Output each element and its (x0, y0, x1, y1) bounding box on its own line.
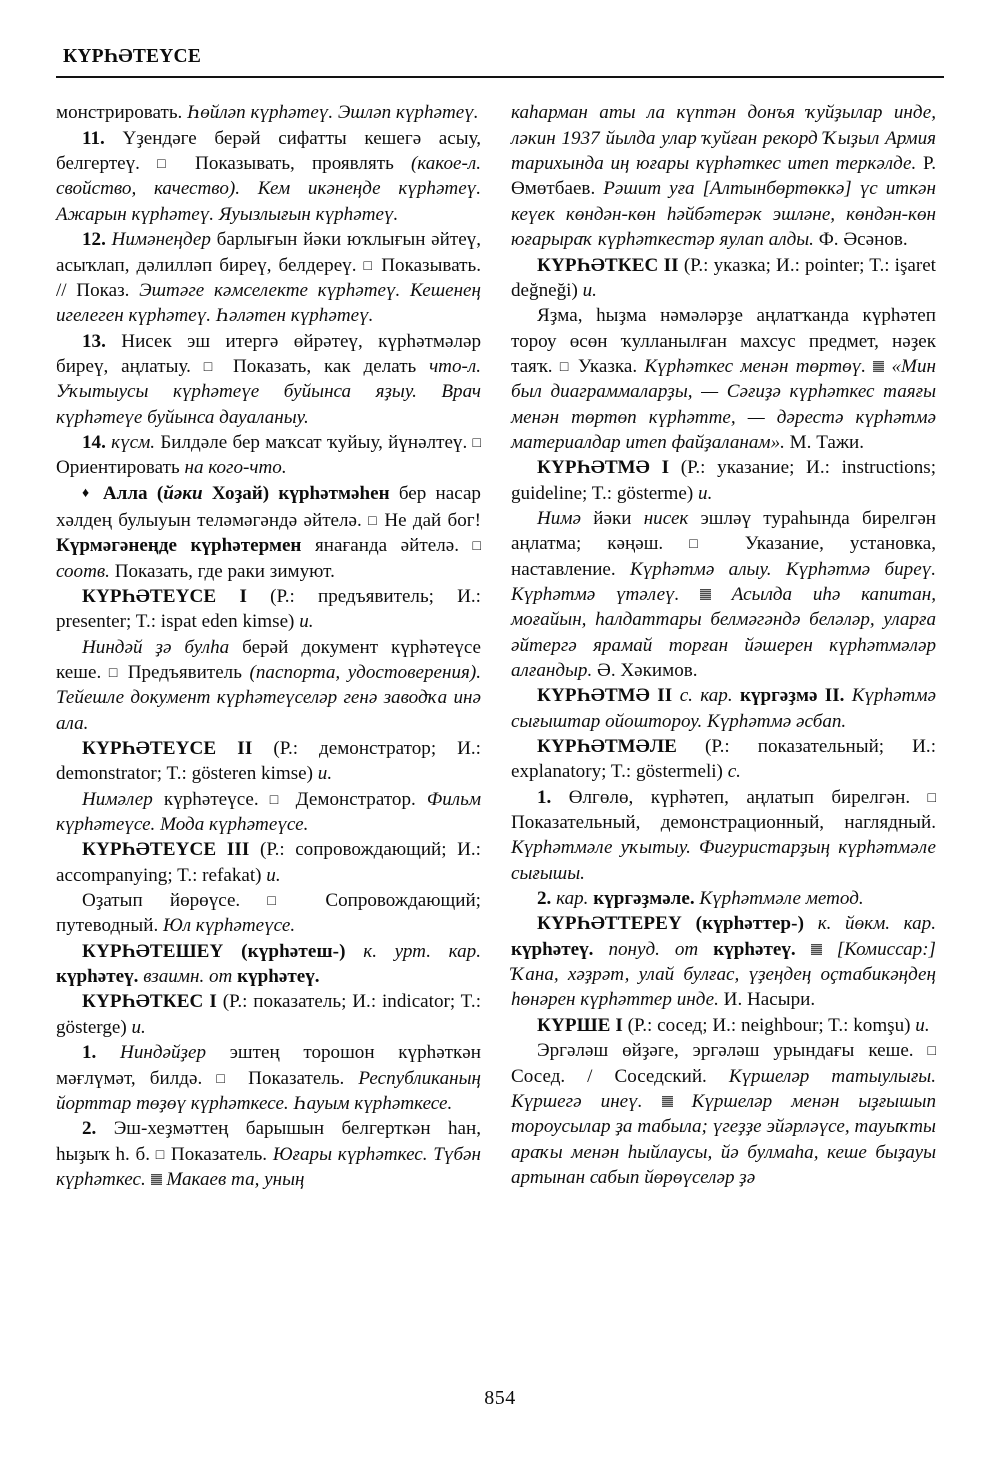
body-text: Ф. Әсәнов. (813, 229, 908, 251)
headword: КҮРҺӘТЕҮСЕ III (82, 839, 250, 861)
sense-11 (56, 126, 481, 227)
headword: КҮРҺӘТЕШЕҮ (күрһәтеш-) (82, 940, 346, 962)
two-column-body (56, 100, 944, 1192)
kurhatmale-sense-2 (511, 886, 936, 911)
italic-text: Макаев та, уның (166, 1168, 305, 1190)
cont-quote-kurhatkes (511, 100, 936, 252)
bold-text: Күрмәгәнеңде күрһәтермен (56, 535, 302, 557)
entry-kurhatkes-2-body (511, 303, 936, 455)
kurhatkes-1-sense-1 (56, 1040, 481, 1116)
bold-text: Хоҙай) күрһәтмәһен (202, 482, 390, 504)
headword: КҮРҺӘТКЕС II (537, 254, 679, 276)
italic-text: кар. (556, 888, 589, 910)
entry-kurshe-1 (511, 1013, 936, 1038)
hollow-square-icon: □ (363, 258, 375, 274)
hollow-square-icon: □ (269, 792, 285, 808)
body-text: Не дай бог! (378, 509, 481, 531)
body-text: бер насар хәлдең булыуын теләмәгәндә әйтелә. (56, 482, 481, 531)
bold-text: күргәҙмәле. (588, 888, 700, 910)
body-text: эшләү тураһында бирелгән аңлатма; кәңәш. (511, 507, 937, 555)
body-text (94, 483, 103, 504)
italic-text: и. (317, 763, 333, 785)
hollow-square-icon: □ (472, 539, 481, 555)
body-text (346, 941, 364, 962)
italic-text: и. (698, 482, 713, 504)
hollow-square-icon: □ (559, 359, 571, 375)
body-text (711, 584, 732, 605)
body-text: (Р.: показатель; И.: indicator; T.: gösterge) (56, 991, 481, 1038)
sense-13 (56, 329, 481, 430)
body-text: (Р.: сосед; И.: neighbour; T.: komşu) (622, 1014, 916, 1036)
bold-text: 2. (537, 888, 552, 910)
italic-text: к. йөкм. кар. (817, 913, 937, 935)
bold-text: 1. (537, 786, 552, 808)
italic-text: понуд. от (608, 938, 699, 960)
body-text (884, 356, 891, 377)
hollow-square-icon: □ (368, 513, 379, 529)
italic-text: к. урт. кар. (363, 940, 481, 962)
body-text: Показывать, проявлять (177, 153, 411, 175)
body-text: И. Насыри. (718, 989, 816, 1011)
lozenge-icon: ♦ (82, 485, 94, 501)
bold-text: 11. (82, 127, 105, 149)
bold-text: күрһәтеү. (698, 938, 811, 960)
body-text: Указание, установка, наставление. (511, 533, 936, 580)
bold-text: 14. (82, 431, 106, 453)
running-head: КҮРҺӘТЕҮСЕ (63, 46, 202, 67)
body-text: Ориентировать (56, 457, 185, 479)
italic-text: (паспорта, удостоверения). Тейешле документ күрһәтеүселәр генә заводҡа инә ала. (56, 662, 482, 734)
body-text: монстрировать. (56, 102, 188, 124)
body-text: эштең торошон күрһәткән мәғлүмәт, билдә. (56, 1042, 481, 1089)
body-text: Показать, как делать (220, 355, 430, 377)
hollow-square-icon: □ (203, 359, 221, 375)
header-rule (56, 76, 944, 78)
italic-text: Асылда иһә капитан, моғайын, һалдаттары белмәгәндә беләләр, уларға әйтергә ярамай торған йәшерен күрһәтмәләр алғандыр. (511, 583, 937, 681)
hollow-square-icon: □ (927, 790, 936, 806)
hollow-square-icon: □ (155, 1147, 166, 1163)
italic-text: күсм. (111, 431, 156, 453)
headword: КҮРҺӘТМӘ I (537, 457, 670, 479)
body-text: Ә. Хәкимов. (592, 660, 698, 681)
body-text: (Р.: предъявитель; И.: presenter; T.: ispat eden kimse) (56, 585, 481, 633)
italic-text: Республиканың йорттар төҙөү күрһәткесе. Һауым күрһәткесе. (56, 1067, 481, 1114)
italic-text: Ниндәйҙер (120, 1042, 207, 1064)
body-text: барлығын йәки юҡлығын әйтеү, асыҡлап, дәлилләп биреү, белдереү. (56, 229, 481, 276)
body-text: Эш-хеҙмәттең барышын белгерткән һан, һыҙыҡ һ. б. (56, 1118, 481, 1165)
body-text: (Р.: показательный; И.: explanatory; T.: göstermeli) (511, 736, 936, 783)
filled-square-icon (662, 1096, 673, 1107)
italic-text: Күрһәтмә алыу. Күрһәтмә биреү. Күрһәтмә үтәлеү. (511, 558, 936, 605)
headword: КҮРШЕ I (537, 1014, 623, 1036)
entry-kurhateuse-2-body (56, 787, 481, 838)
entry-kurhatkes-2 (511, 253, 936, 304)
italic-text: Нимәнеңдер (111, 229, 211, 251)
hollow-square-icon: □ (108, 666, 121, 681)
headword: КҮРҺӘТТЕРЕҮ (күрһәттер-) (537, 913, 805, 935)
body-text: Показывать. // Показ. (56, 254, 481, 301)
body-text: (Р.: демонстратор; И.: demonstrator; T.: gösteren kimse) (56, 738, 481, 785)
headword: КҮРҺӘТЕҮСЕ II (82, 738, 253, 760)
italic-text: Күршеләр менән ыҙғышып тороусылар ҙа табыла; үгеҙҙе эйәрләүсе, тауыҡты араҡы менән һыйлаусы, йә булмаһа, кеше быҙауы артынан сабып йөрөүселәр ҙә (511, 1090, 937, 1188)
body-text: Демонстратор. (284, 788, 427, 810)
bold-text: 2. (82, 1118, 97, 1140)
filled-square-icon (811, 944, 822, 955)
bold-text: күрһәтеү. (511, 938, 609, 960)
italic-text: каһарман аты ла күптән донъя ҡуйҙылар инде, ләкин 1937 йылда улар ҡуйған рекорд Ҡыҙыл Армия тарихында иң юғары күрһәткес итеп теркәлде. (511, 102, 936, 175)
bold-text: Алла ( (102, 482, 164, 504)
body-text (672, 685, 679, 706)
hollow-square-icon: □ (216, 1071, 235, 1087)
entry-kurhatesheu (56, 939, 481, 990)
left-column (56, 100, 481, 1192)
italic-text: Ниндәй ҙә булһа (82, 636, 230, 658)
body-text: Яҙма, һыҙма нәмәләрҙе аңлатҡанда күрһәтеп тороу өсөн ҡулланылған махсус предмет, нәҙек таяҡ. (511, 305, 936, 377)
body-text: (Р.: указание; И.: instructions; guideline; T.: gösterme) (511, 457, 937, 504)
cont-kurhateu-sense-10 (56, 100, 481, 125)
entry-kurhateuse-3 (56, 837, 481, 888)
body-text: Указка. (570, 355, 645, 377)
headword: КҮРҺӘТЕҮСЕ I (82, 585, 247, 607)
headword: КҮРҺӘТКЕС I (82, 991, 217, 1013)
body-text: Показатель. (165, 1143, 273, 1165)
body-text (96, 1042, 120, 1063)
entry-kurhatmale (511, 734, 936, 785)
italic-text: Нимәлер (82, 788, 153, 810)
body-text: Сосед. / Соседский. (511, 1065, 729, 1087)
italic-text: нисек (643, 507, 689, 529)
italic-text: (какое-л. свойство, качество). Кем икәнеңде күрһәтеү. Ажарын күрһәтеү. Яуызлығын күрһәтеү. (56, 153, 481, 225)
italic-text: Нимә (537, 507, 581, 529)
italic-text: Һөйләп күрһәтеү. Эшләп күрһәтеү. (187, 102, 479, 124)
sense-14 (56, 430, 481, 481)
bold-text: күрһәтеү. (56, 966, 144, 988)
body-text (673, 1091, 692, 1112)
right-column (511, 100, 936, 1192)
entry-kurhattereu (511, 911, 936, 1012)
italic-text: Юғары күрһәткес. Түбән күрһәткес. (56, 1143, 481, 1190)
body-text: М. Тажи. (784, 431, 865, 453)
entry-kurhatkes-1 (56, 989, 481, 1040)
italic-text: Күршеләр татыулығы. Күршегә инеү. (511, 1065, 936, 1112)
italic-text: «Мин был диаграммаларҙы, — Сәғиҙә күрһәткес таяғы менән төртөп күрһәтте, — дәрестә күрһәтмә материалдар итеп файҙаланам». (511, 355, 936, 453)
bold-text: күргәҙмә II (732, 685, 840, 707)
italic-text: Күрһәткес менән төртөү. (644, 355, 874, 377)
bold-text: 12. (82, 229, 106, 251)
body-text (804, 913, 818, 934)
headword: КҮРҺӘТМӘЛЕ (537, 736, 677, 758)
hollow-square-icon: □ (689, 537, 719, 553)
entry-kurhateuse-3-body (56, 888, 481, 939)
filled-square-icon (151, 1174, 162, 1185)
bold-text: 1. (82, 1042, 97, 1064)
italic-text: соотв. (56, 560, 110, 582)
entry-kurhateuse-1 (56, 584, 481, 635)
entry-kurhateuse-2 (56, 736, 481, 787)
entry-kurhatma-1 (511, 455, 936, 506)
italic-text: и. (582, 279, 597, 301)
body-text: Предъявитель (120, 662, 250, 683)
bold-text: күрһәтеү. (232, 966, 320, 988)
italic-text: и. (131, 1016, 146, 1038)
italic-text: взаимн. от (143, 966, 233, 988)
page-number: 854 (484, 1387, 516, 1409)
hollow-square-icon: □ (472, 435, 481, 451)
body-text: Сопровождающий; путеводный. (56, 890, 481, 937)
italic-text: с. кар. (679, 685, 733, 707)
bold-text: . (839, 685, 852, 707)
headword: КҮРҺӘТМӘ II (537, 685, 673, 707)
body-text: (Р.: сопровождающий; И.: accompanying; T.: refakat) (56, 839, 481, 886)
entry-kurhatma-2 (511, 683, 936, 734)
bold-text: 13. (82, 330, 106, 352)
hollow-square-icon: □ (927, 1044, 936, 1060)
kurhatmale-sense-1 (511, 785, 936, 886)
body-text: Р. Өмөтбаев. (511, 153, 936, 200)
body-text: янағанда әйтелә. (301, 535, 473, 557)
italic-text: Күрһәтмәле метод. (699, 888, 864, 910)
body-text: Өлгөлө, күрһәтеп, аңлатып бирелгән. (551, 786, 928, 808)
italic-text: Күрһәтмә сығыштар ойоштороу. Күрһәтмә әсбап. (511, 685, 936, 732)
sense-12 (56, 227, 481, 328)
entry-kurhatma-1-body (511, 506, 936, 683)
body-text: Показать, где раки зимуют. (109, 560, 335, 582)
italic-text: Рәшит уға [Алтынбөртөккә] үс иткән кеүек көндән-көн һәйбәтерәк эшләне, көндән-көн юғарыраҡ күрһәткестәр яулап алды. (511, 178, 936, 251)
italic-text: на кого-что. (184, 457, 287, 479)
body-text: Үҙендәге берәй сифатты кешегә асыу, белгертеү. (56, 127, 481, 175)
italic-text: Күрһәтмәле уҡытыу. Фигуристарҙың күрһәтмәле сығышы. (511, 837, 936, 884)
italic-text: и. (266, 864, 281, 886)
italic-text: [Комиссар:] Ҡана, хәҙрәт, улай булғас, үҙеңдең оҫтабикәңдең һөнәрен күрһәттер инде. (511, 938, 936, 1011)
filled-square-icon (873, 361, 884, 372)
hollow-square-icon: □ (157, 157, 178, 173)
italic-text: Эштәге кәмселекте күрһәтеү. Кешенең игелеген күрһәтеү. Һәләтен күрһәтеү. (56, 279, 481, 327)
italic-text: и. (915, 1014, 930, 1036)
body-text: берәй документ күрһәтеүсе кеше. (56, 636, 481, 683)
body-text: Показатель. (234, 1067, 359, 1089)
filled-square-icon (700, 589, 711, 600)
body-text: Эргәләш өйҙәге, эргәләш урындағы кеше. (537, 1040, 928, 1062)
italic-text: что-л. Уҡытыусы күрһәтеүе буйынса яҙыу. Врач күрһәтеүе буйынса дауаланыу. (56, 355, 481, 428)
italic-text: с. (727, 761, 741, 783)
entry-kurshe-1-body (511, 1038, 936, 1190)
body-text: күрһәтеүсе. (152, 788, 270, 810)
italic-text: Фильм күрһәтеүсе. Мода күрһәтеүсе. (56, 788, 482, 836)
bold-italic-text: йәки (163, 482, 203, 504)
body-text (822, 939, 837, 960)
italic-text: Юл күрһәтеүсе. (163, 915, 296, 937)
entry-kurhateuse-1-body (56, 635, 481, 736)
kurhatkes-1-sense-2 (56, 1116, 481, 1192)
body-text: Нисек эш итергә өйрәтеү, күрһәтмәләр биреү, аңлатыу. (56, 330, 481, 377)
body-text: йәки (581, 507, 644, 529)
italic-text: и. (299, 611, 314, 633)
body-text: (Р.: указка; И.: pointer; T.: işaret değneği) (511, 254, 936, 301)
body-text: Билдәле бер маҡсат ҡуйыу, йүнәлтеү. (155, 431, 473, 453)
body-text: Оҙатып йөрөүсе. (82, 890, 268, 912)
hollow-square-icon: □ (267, 894, 299, 910)
idioms (56, 481, 481, 584)
body-text: Показательный, демонстрационный, наглядный. (511, 812, 936, 834)
